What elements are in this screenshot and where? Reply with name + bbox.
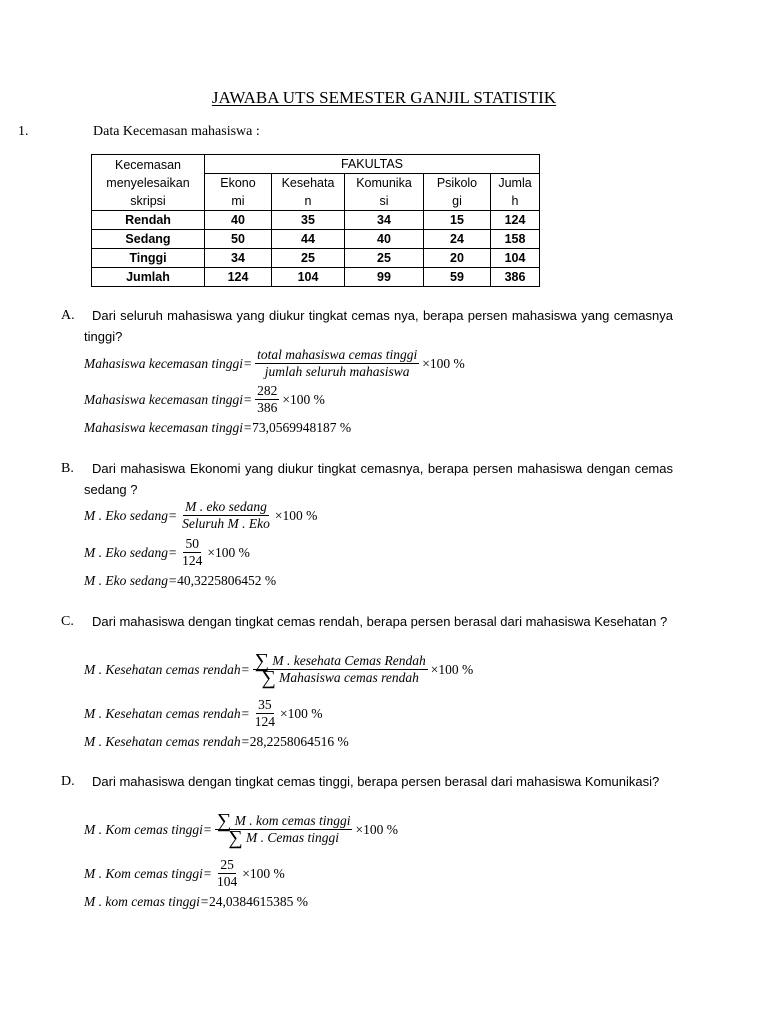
question-label: A. [61,308,75,323]
column-header: Jumla h [491,174,540,211]
question-text: Dari seluruh mahasiswa yang diukur tingkat cemas nya, berapa persen mahasiswa yang cemasnya tinggi? [84,308,673,344]
column-header: Ekono mi [205,174,272,211]
question-d [61,771,673,792]
sigma-symbol: ∑ [261,667,276,689]
equation-substitution: M . Kesehatan cemas rendah= $\frac{35}{124}$ ×100 % [84,697,323,729]
page-title: JAWABA UTS SEMESTER GANJIL STATISTIK [211,88,557,107]
question-label: B. [61,461,74,476]
question-label: D. [61,774,75,789]
column-header: Komunika si [345,174,424,211]
table-row: Tinggi 34 25 25 20 104 [92,249,540,268]
sigma-symbol: ∑ [228,827,243,849]
equation-formula: M . Kesehatan cemas rendah= $\frac{\text{∑ M . kesehata Cemas Rendah}}{\text{∑ Mahasiswa cemas rendah}}$ ×100 % [84,650,474,689]
table-row: Rendah 40 35 34 15 124 [92,211,540,230]
table-corner-header: Kecemasan menyelesaikan skripsi [92,155,205,211]
question-c [61,611,673,632]
equation-substitution: Mahasiswa kecemasan tinggi= $\frac{282}{386}$ ×100 % [84,383,325,415]
question-text: Dari mahasiswa dengan tingkat cemas tinggi, berapa persen berasal dari mahasiswa Komunikasi? [92,774,660,789]
section-number: 1. [18,124,29,139]
equation-formula: M . Eko sedang= $\frac{\text{M . eko sedang}}{\text{Seluruh M . Eko}}$ ×100 % [84,499,318,531]
question-text: Dari mahasiswa Ekonomi yang diukur tingkat cemasnya, berapa persen mahasiswa dengan cemas sedang ? [84,461,673,497]
equation-substitution: M . Eko sedang= $\frac{50}{124}$ ×100 % [84,536,250,568]
equation-formula: M . Kom cemas tinggi= $\frac{\text{∑ M . kom cemas tinggi}}{\text{∑ M . Cemas tinggi}}$ ×100 % [84,810,398,849]
anxiety-data-table [91,154,540,287]
question-b [61,458,673,500]
equation-formula: Mahasiswa kecemasan tinggi= $\frac{\text{total mahasiswa cemas tinggi}}{\text{jumlah seluruh mahasiswa}}$ ×100 % [84,347,465,379]
sigma-symbol: ∑ [216,810,232,832]
sigma-symbol: ∑ [254,650,269,672]
equation-result: M . Eko sedang= 40,3225806452 % [84,573,277,588]
table-row: Sedang 50 44 40 24 158 [92,230,540,249]
column-header: Psikolo gi [424,174,491,211]
question-label: C. [61,614,74,629]
equation-result: M . kom cemas tinggi= 24,0384615385 % [84,894,308,909]
section-title: Data Kecemasan mahasiswa : [93,124,260,139]
question-a [61,305,673,347]
equation-result: M . Kesehatan cemas rendah= 28,2258064516 % [84,734,349,749]
column-header: Kesehata n [272,174,345,211]
table-group-header: FAKULTAS [205,155,540,174]
equation-substitution: M . Kom cemas tinggi= $\frac{25}{104}$ ×100 % [84,857,285,889]
question-text: Dari mahasiswa dengan tingkat cemas rendah, berapa persen berasal dari mahasiswa Kesehatan ? [92,614,668,629]
equation-result: Mahasiswa kecemasan tinggi= 73,0569948187 % [84,420,352,435]
table-row: Jumlah 124 104 99 59 386 [92,268,540,287]
